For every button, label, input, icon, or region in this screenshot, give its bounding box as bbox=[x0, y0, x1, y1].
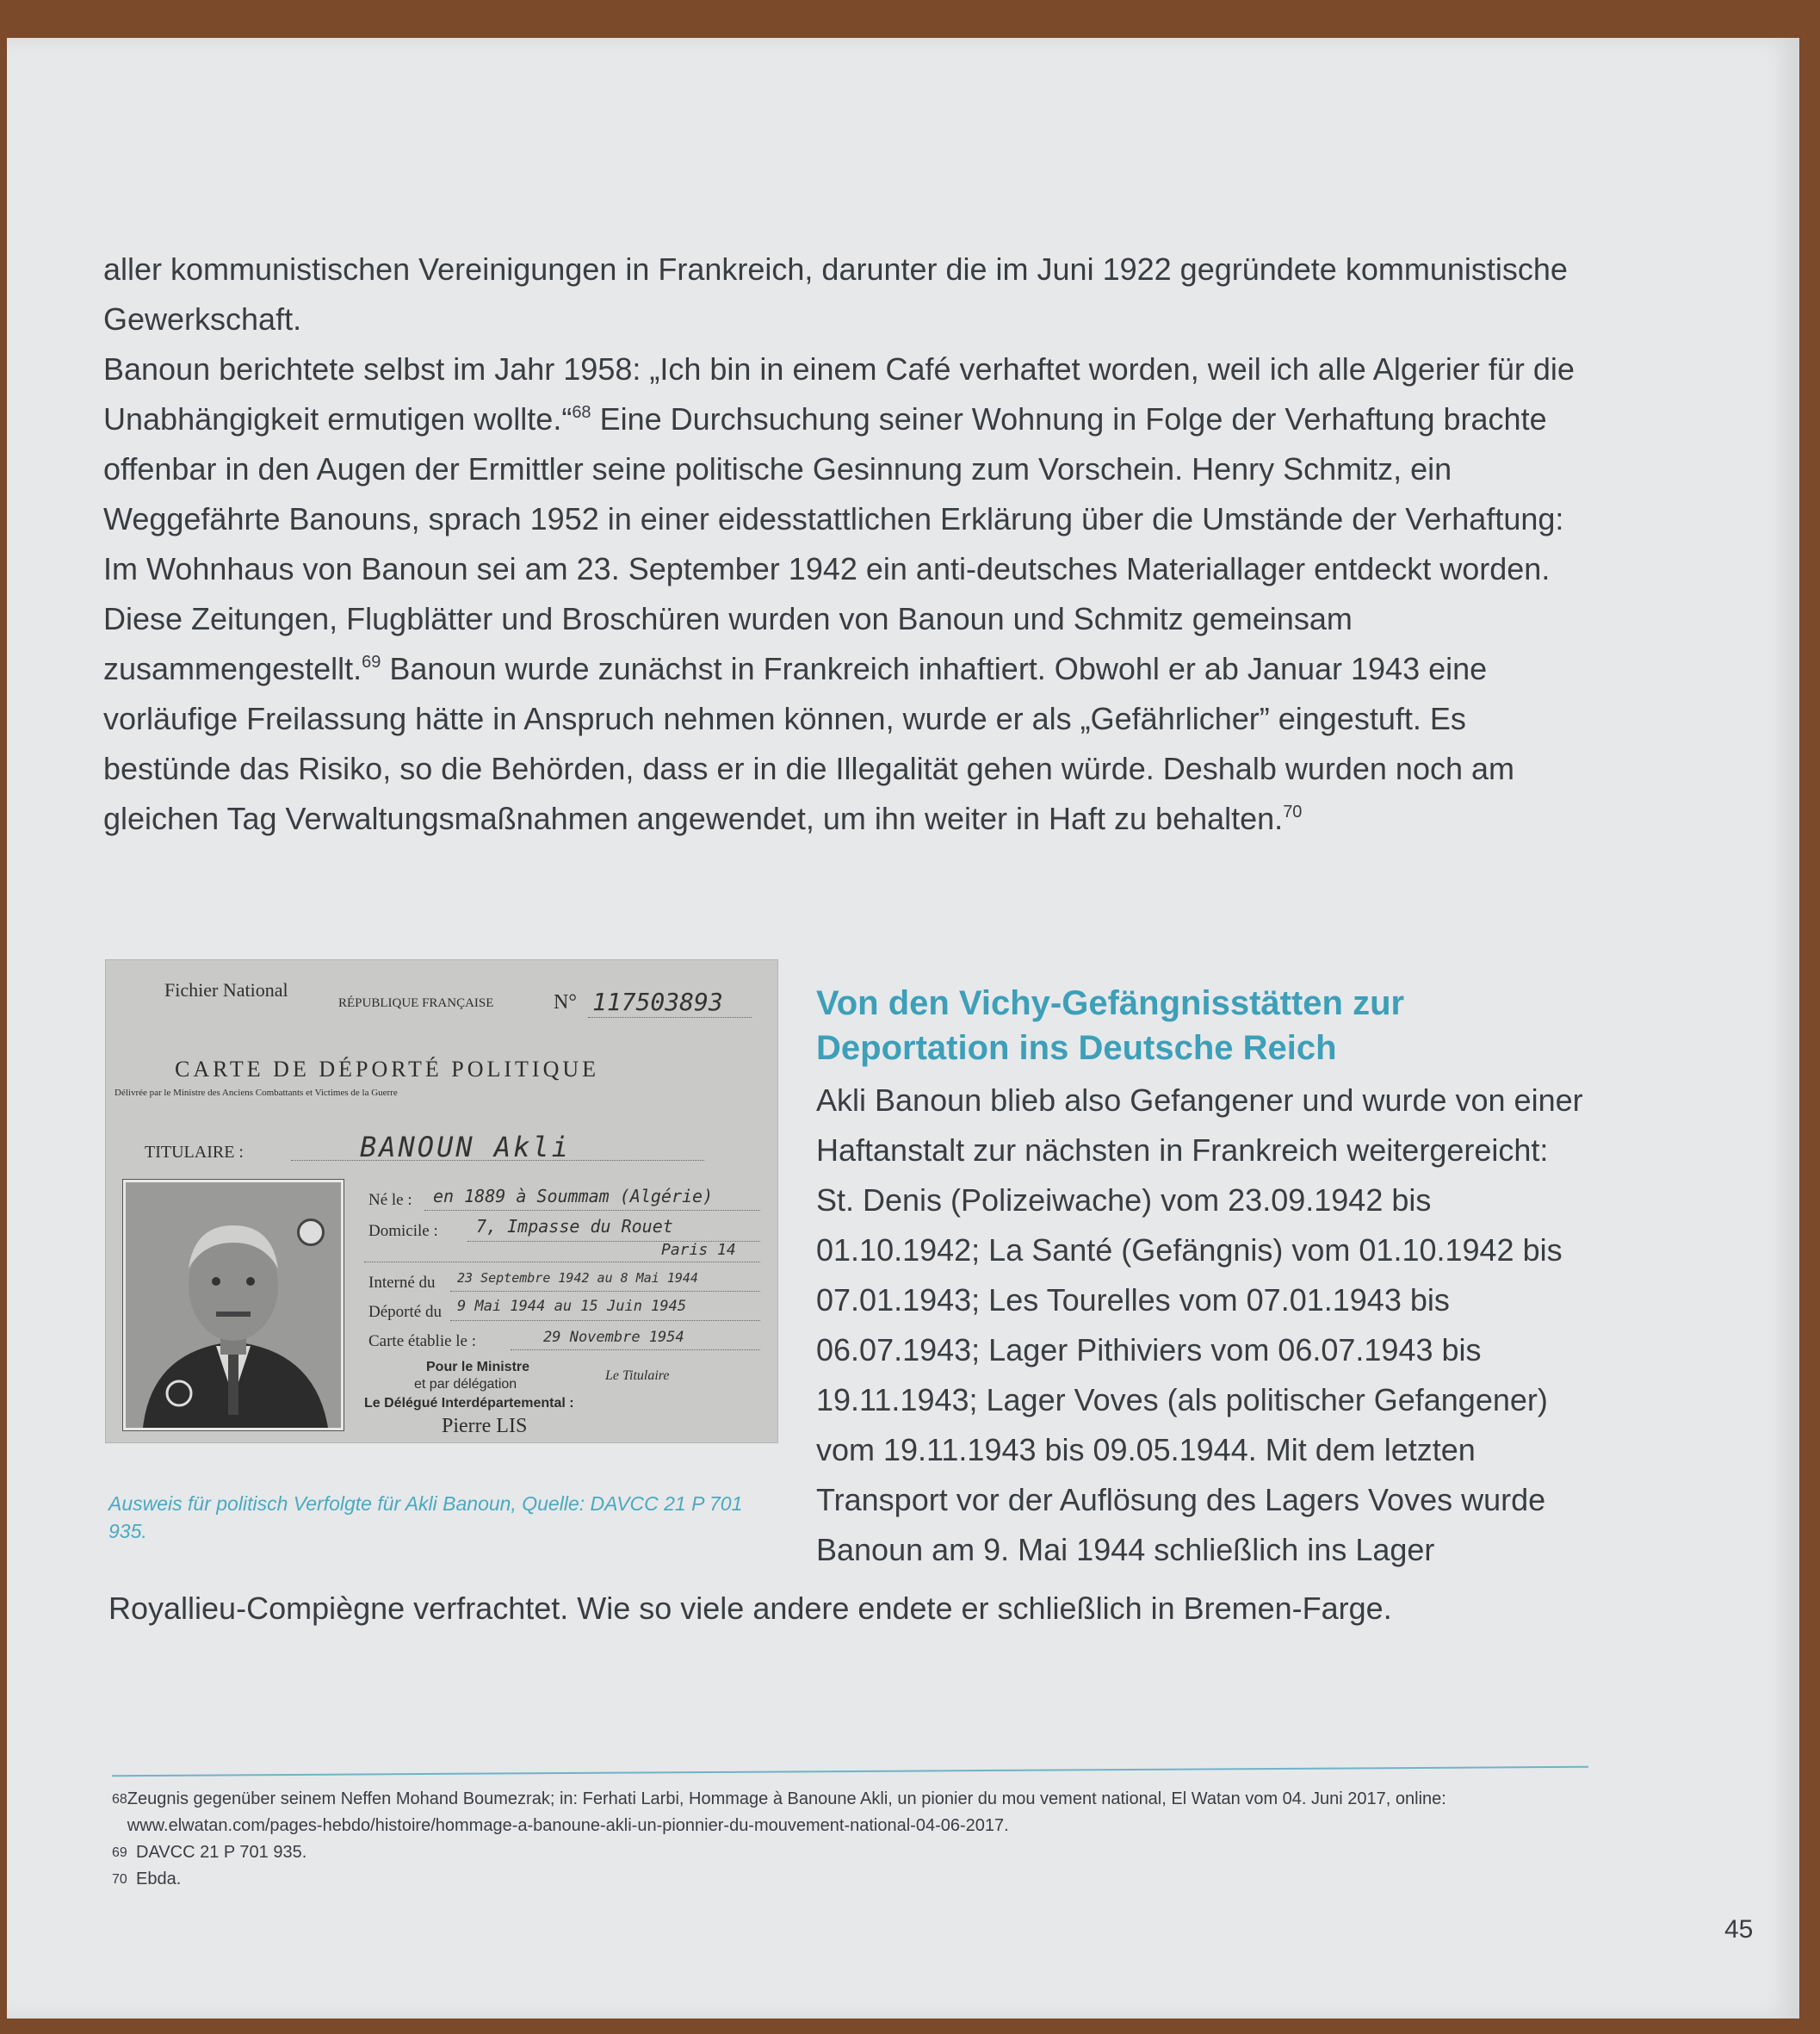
body-text bbox=[103, 245, 1584, 844]
paragraph-2 bbox=[103, 344, 1584, 844]
card-fichier: Fichier National bbox=[164, 979, 288, 1001]
footnote-text: Ebda. bbox=[136, 1870, 182, 1888]
card-signature: Pierre LIS bbox=[442, 1415, 528, 1437]
card-etablie-label: Carte établie le : bbox=[368, 1332, 477, 1350]
footnote-number: 70 bbox=[112, 1872, 127, 1887]
deportee-card-image bbox=[105, 959, 778, 1443]
card-interne-value: 23 Septembre 1942 au 8 Mai 1944 bbox=[457, 1270, 698, 1286]
card-ne-label: Né le : bbox=[368, 1191, 412, 1209]
card-delegation: et par délégation bbox=[414, 1377, 517, 1392]
footnote-text: Zeugnis gegenüber seinem Neffen Mohand Boumezrak; in: Ferhati Larbi, Hommage à Banoune Akli, un pionier du mou vement national, El Watan vom 04. Juni 2017, online: www.elwatan.com/pages-hebdo/histoire/hommage-a-banoune-akli-un-pionnier-du-mouvement-national-04-06-2017. bbox=[127, 1789, 1446, 1835]
section-heading: Von den Vichy-Gefängnisstätten zur Deportation ins Deutsche Reich bbox=[816, 984, 1405, 1067]
card-pour-ministre: Pour le Ministre bbox=[426, 1360, 530, 1374]
paragraph-2-part-b: Eine Durchsuchung seiner Wohnung in Folge der Verhaftung brachte offenbar in den Augen der Ermittler seine politische Gesinnung zum Vorschein. Henry Schmitz, ein Weggefährte Banouns, sprach 1952 in einer eidesstattlichen Erklärung über die Umstände der Verhaftung: Im Wohnhaus von Banoun sei am 23. September 1942 ein anti-deutsches Materiallager entdeckt worden. Diese Zeitungen, Flugblätter und Broschüren wurden von Banoun und Schmitz gemeinsam zusammengestellt. bbox=[103, 401, 1564, 686]
footnote-divider bbox=[112, 1766, 1588, 1777]
footnote-text: DAVCC 21 P 701 935. bbox=[136, 1843, 307, 1862]
card-number: 117503893 bbox=[592, 988, 723, 1016]
section-text: Akli Banoun blieb also Gefangener und wurde von einer Haftanstalt zur nächsten in Frankreich weitergereicht: St. Denis (Polizeiwache) vom 23.09.1942 bis 01.10.1942; La Santé (Gefängnis) vom 01.10.1942 bis 07.01.1943; Les Tourelles vom 07.01.1943 bis 06.07.1943; Lager Pithiviers vom 06.07.1943 bis 19.11.1943; Lager Voves (als politischer Gefangener) vom 19.11.1943 bis 09.05.1944. Mit dem letzten Transport vor der Auflösung des Lagers Voves wurde Banoun am 9. Mai 1944 schließlich ins Lager bbox=[816, 1082, 1583, 1567]
footnote-70 bbox=[112, 1866, 1489, 1893]
card-domicile-value: 7, Impasse du Rouet bbox=[476, 1216, 673, 1237]
card-titulaire-value: BANOUN Akli bbox=[360, 1131, 571, 1163]
footnote-number: 68 bbox=[112, 1792, 127, 1807]
page-number: 45 bbox=[1724, 1915, 1754, 1944]
paragraph-2-part-c: Banoun wurde zunächst in Frankreich inhaftiert. Obwohl er ab Januar 1943 eine vorläufige Freilassung hätte in Anspruch nehmen können, wurde er als „Gefährlicher” eingestuft. Es bestünde das Risiko, so die Behörden, dass er in die Illegalität gehen würde. Deshalb wurden noch am gleichen Tag Verwaltungsmaßnahmen angewendet, um ihn weiter in Haft zu behalten. bbox=[103, 651, 1515, 836]
footnotes bbox=[112, 1786, 1489, 1893]
card-domicile-value-2: Paris 14 bbox=[661, 1241, 736, 1259]
card-interne-label: Interné du bbox=[368, 1274, 436, 1292]
card-titulaire-label: TITULAIRE : bbox=[145, 1143, 244, 1162]
figure-caption: Ausweis für politisch Verfolgte für Akli Banoun, Quelle: DAVCC 21 P 701 935. bbox=[108, 1492, 743, 1542]
card-domicile-label: Domicile : bbox=[368, 1222, 438, 1240]
card-ne-value: en 1889 à Soummam (Algérie) bbox=[433, 1186, 714, 1206]
portrait-photo bbox=[123, 1180, 344, 1430]
paragraph-1: aller kommunistischen Vereinigungen in Frankreich, darunter die im Juni 1922 gegründete kommunistische Gewerkschaft. bbox=[103, 251, 1568, 337]
card-republique: RÉPUBLIQUE FRANÇAISE bbox=[338, 996, 494, 1010]
footnote-ref-68[interactable]: 68 bbox=[572, 403, 591, 422]
card-titulaire-signature-label: Le Titulaire bbox=[605, 1368, 670, 1383]
footnote-ref-69[interactable]: 69 bbox=[362, 653, 381, 672]
footnote-69 bbox=[112, 1839, 1489, 1866]
card-deporte-value: 9 Mai 1944 au 15 Juin 1945 bbox=[457, 1298, 687, 1315]
card-etablie-value: 29 Novembre 1954 bbox=[543, 1329, 684, 1346]
card-stamp-hole bbox=[297, 1219, 325, 1246]
card-title: CARTE DE DÉPORTÉ POLITIQUE bbox=[175, 1057, 600, 1082]
footnote-68 bbox=[112, 1786, 1489, 1839]
card-delivree: Délivrée par le Ministre des Anciens Combattants et Victimes de la Guerre bbox=[115, 1088, 398, 1098]
card-deporte-label: Déporté du bbox=[368, 1303, 442, 1321]
card-delegue: Le Délégué Interdépartemental : bbox=[364, 1396, 574, 1411]
footnote-number: 69 bbox=[112, 1845, 127, 1860]
book-page bbox=[7, 38, 1799, 2018]
card-number-label: N° bbox=[554, 991, 577, 1014]
paragraph-2-part-a: Banoun berichtete selbst im Jahr 1958: „Ich bin in einem Café verhaftet worden, weil ich alle Algerier für die Unabhängigkeit ermutigen wollte.“ bbox=[103, 351, 1575, 437]
section-text-continued: Royallieu-Compiègne verfrachtet. Wie so viele andere endete er schließlich in Bremen-Farge. bbox=[108, 1591, 1392, 1626]
footnote-ref-70[interactable]: 70 bbox=[1283, 803, 1303, 822]
